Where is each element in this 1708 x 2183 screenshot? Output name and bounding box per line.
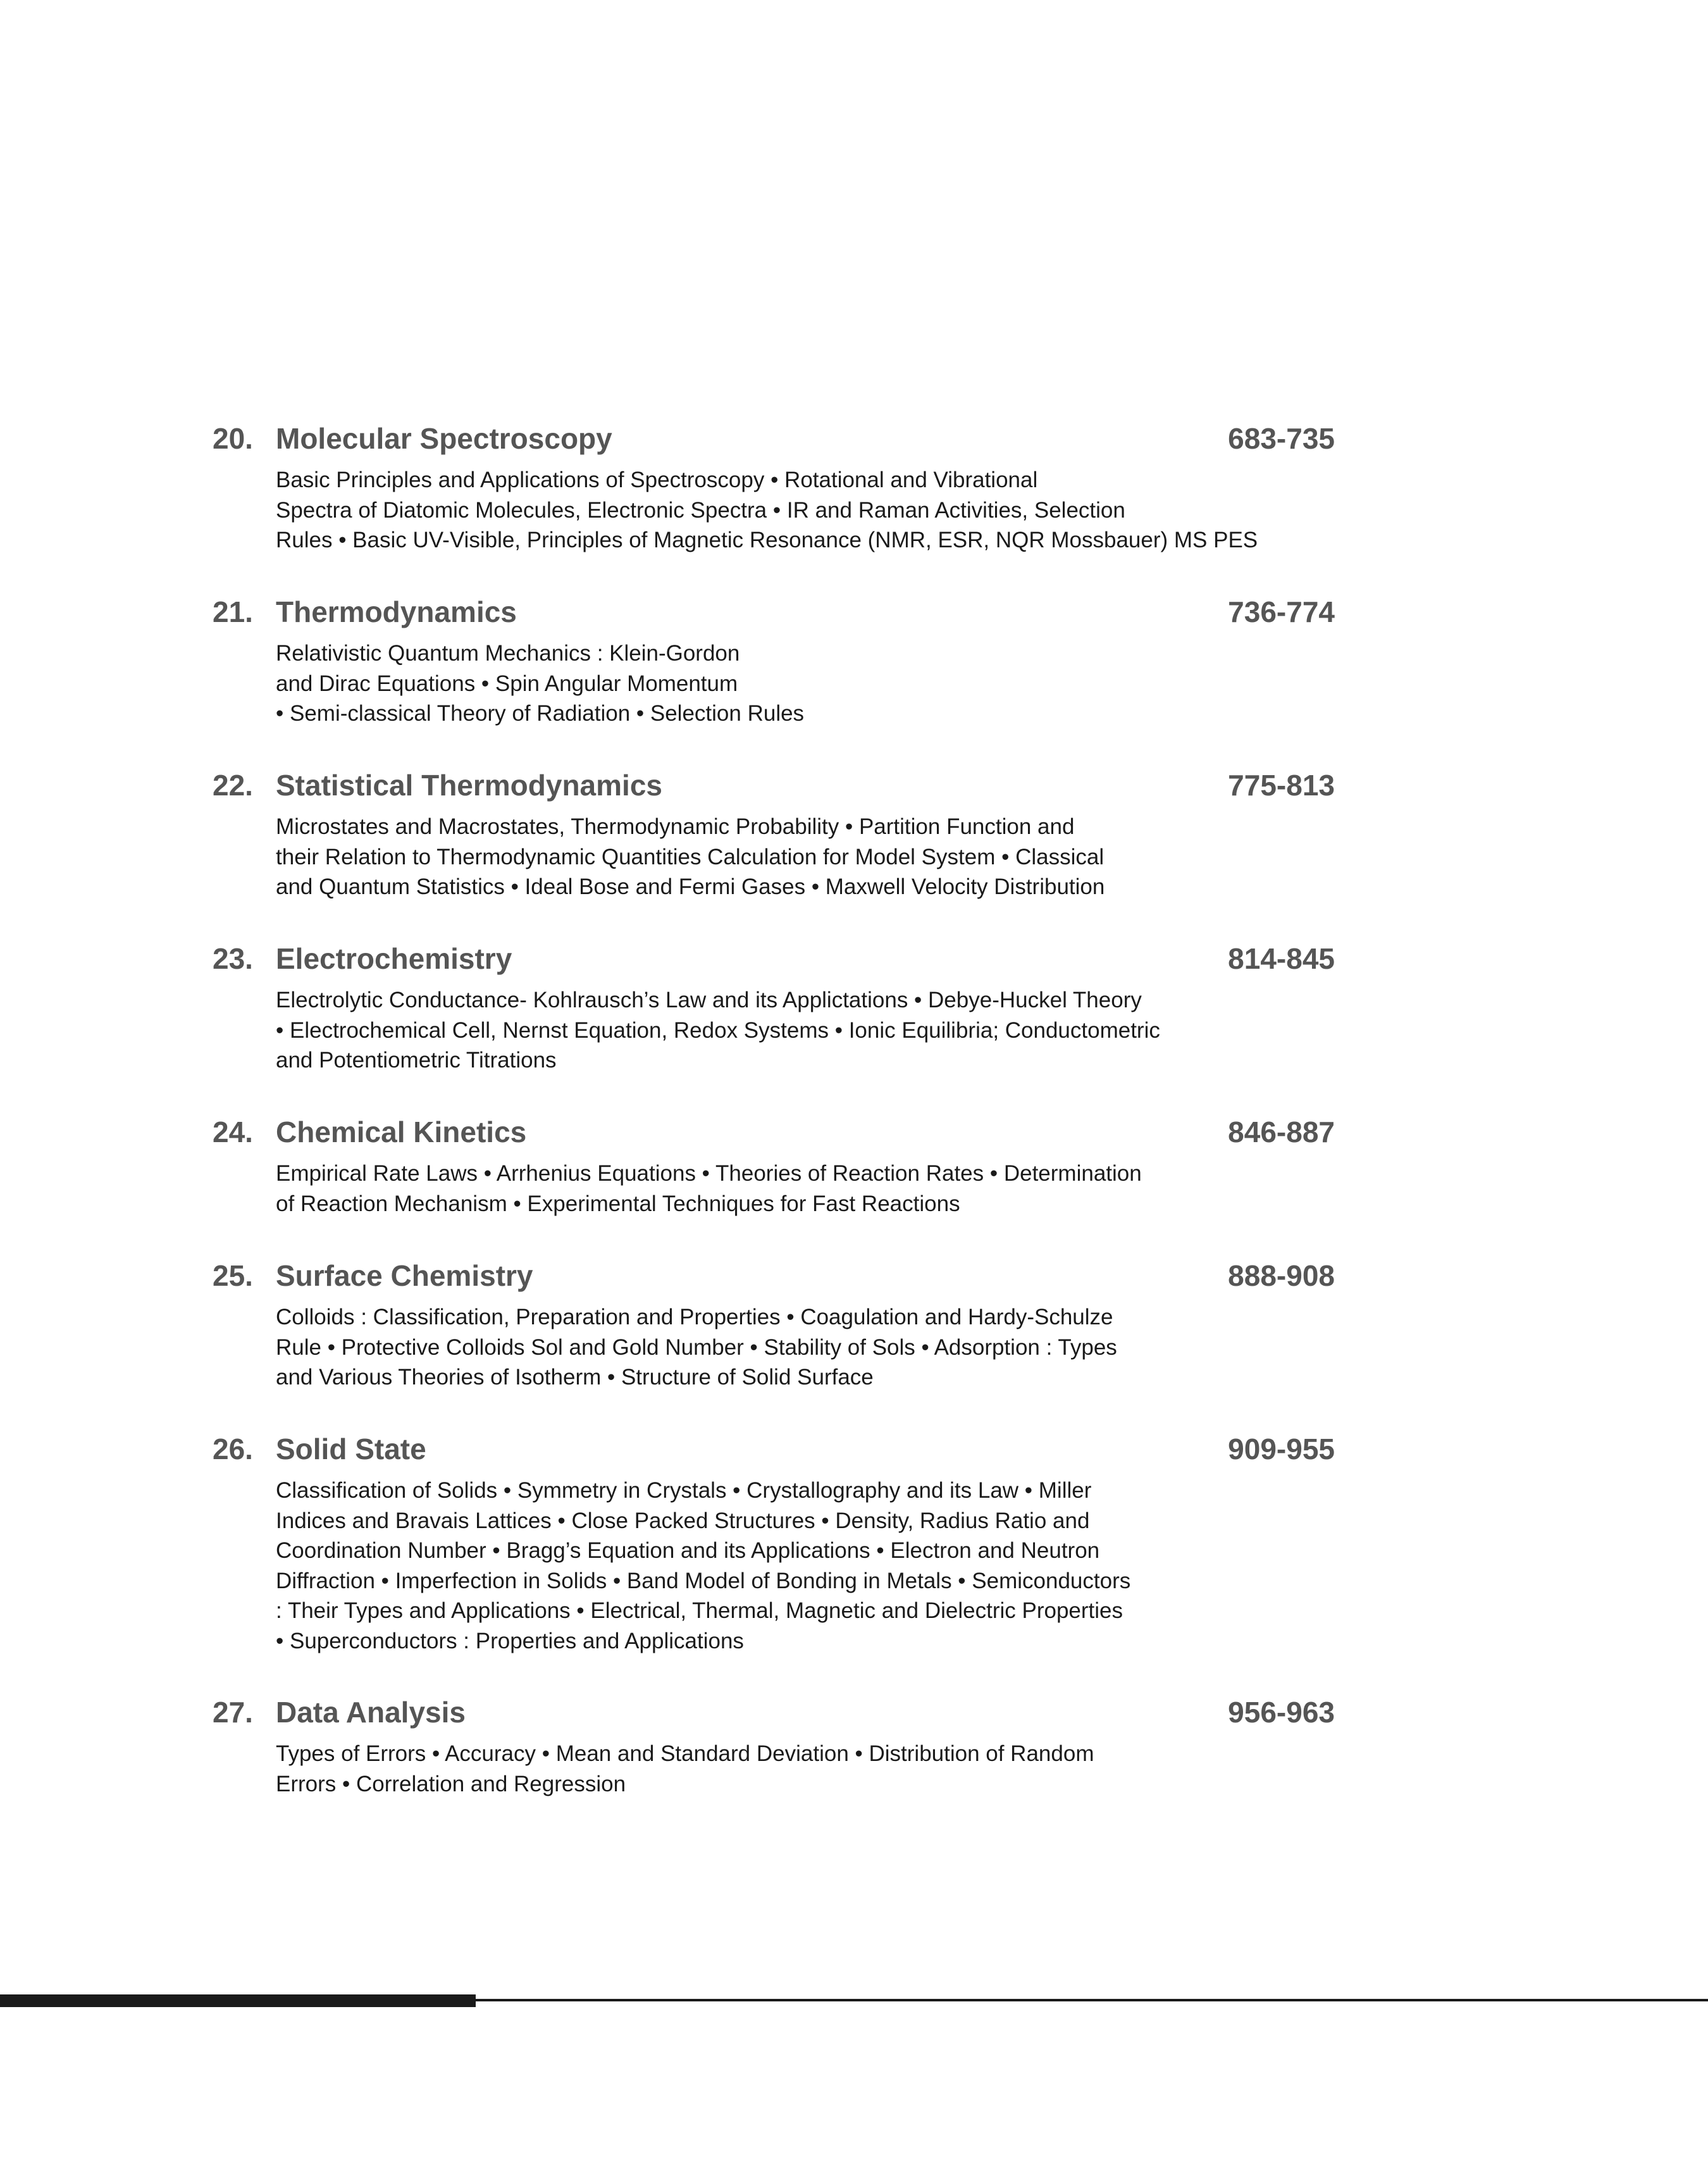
chapter-description xyxy=(276,812,1263,902)
chapter-title: Molecular Spectroscopy xyxy=(276,422,612,455)
chapter-description xyxy=(276,1739,1263,1799)
chapter-title: Thermodynamics xyxy=(276,595,517,628)
chapter-pages: 683-735 xyxy=(1228,422,1335,455)
description-line: and Various Theories of Isotherm • Structure of Solid Surface xyxy=(276,1365,874,1390)
description-line: Colloids : Classification, Preparation and Properties • Coagulation and Hardy-Schulze xyxy=(276,1305,1113,1329)
chapter-pages: 814-845 xyxy=(1228,942,1335,975)
chapter-pages: 956-963 xyxy=(1228,1696,1335,1729)
description-line: Electrolytic Conductance- Kohlrausch’s Law and its Applictations • Debye-Huckel Theory xyxy=(276,988,1142,1012)
chapter-title: Surface Chemistry xyxy=(276,1259,533,1292)
chapter-number: 23. xyxy=(213,942,253,975)
description-line: Empirical Rate Laws • Arrhenius Equations • Theories of Reaction Rates • Determination xyxy=(276,1161,1142,1186)
chapter-description xyxy=(276,465,1263,556)
chapter-number: 20. xyxy=(213,422,253,455)
description-line: and Quantum Statistics • Ideal Bose and Fermi Gases • Maxwell Velocity Distribution xyxy=(276,874,1105,899)
description-line: their Relation to Thermodynamic Quantities Calculation for Model System • Classical xyxy=(276,844,1105,869)
chapter-description xyxy=(276,638,1263,729)
description-line: • Superconductors : Properties and Applications xyxy=(276,1628,744,1653)
description-line: Indices and Bravais Lattices • Close Packed Structures • Density, Radius Ratio and xyxy=(276,1508,1090,1533)
description-line: Spectra of Diatomic Molecules, Electronic Spectra • IR and Raman Activities, Selection xyxy=(276,497,1125,523)
chapter-number: 27. xyxy=(213,1696,253,1729)
chapter-title: Solid State xyxy=(276,1433,426,1465)
description-line: Coordination Number • Bragg’s Equation and its Applications • Electron and Neutron xyxy=(276,1538,1100,1563)
chapter-number: 24. xyxy=(213,1116,253,1148)
chapter-description xyxy=(276,1159,1263,1219)
chapter-title: Statistical Thermodynamics xyxy=(276,769,662,802)
description-line: Errors • Correlation and Regression xyxy=(276,1771,626,1796)
chapter-title: Data Analysis xyxy=(276,1696,466,1729)
description-line: Rule • Protective Colloids Sol and Gold Number • Stability of Sols • Adsorption : Types xyxy=(276,1334,1117,1360)
description-line: Relativistic Quantum Mechanics : Klein-Gordon xyxy=(276,641,740,666)
chapter-description xyxy=(276,985,1263,1076)
chapter-title: Electrochemistry xyxy=(276,942,512,975)
footer-rule-thin xyxy=(476,1999,1708,2001)
description-line: Rules • Basic UV-Visible, Principles of Magnetic Resonance (NMR, ESR, NQR Mossbauer) MS PES xyxy=(276,528,1258,552)
chapter-pages: 736-774 xyxy=(1228,595,1335,628)
chapter-title: Chemical Kinetics xyxy=(276,1116,527,1148)
description-line: Basic Principles and Applications of Spectroscopy • Rotational and Vibrational xyxy=(276,468,1038,492)
chapter-number: 26. xyxy=(213,1433,253,1465)
chapter-description xyxy=(276,1302,1263,1393)
footer-rule-thick xyxy=(0,1994,476,2007)
description-line: • Semi-classical Theory of Radiation • Selection Rules xyxy=(276,701,805,726)
chapter-number: 25. xyxy=(213,1259,253,1292)
chapter-description xyxy=(276,1476,1263,1656)
chapter-pages: 775-813 xyxy=(1228,769,1335,802)
description-line: and Potentiometric Titrations xyxy=(276,1048,557,1073)
description-line: • Electrochemical Cell, Nernst Equation, Redox Systems • Ionic Equilibria; Conductometric xyxy=(276,1017,1160,1043)
chapter-pages: 846-887 xyxy=(1228,1116,1335,1148)
chapter-number: 21. xyxy=(213,595,253,628)
description-line: Types of Errors • Accuracy • Mean and Standard Deviation • Distribution of Random xyxy=(276,1741,1094,1766)
description-line: of Reaction Mechanism • Experimental Techniques for Fast Reactions xyxy=(276,1191,960,1216)
description-line: Classification of Solids • Symmetry in Crystals • Crystallography and its Law • Miller xyxy=(276,1478,1092,1503)
description-line: : Their Types and Applications • Electrical, Thermal, Magnetic and Dielectric Properties xyxy=(276,1598,1123,1623)
chapter-pages: 909-955 xyxy=(1228,1433,1335,1465)
chapter-pages: 888-908 xyxy=(1228,1259,1335,1292)
description-line: Microstates and Macrostates, Thermodynamic Probability • Partition Function and xyxy=(276,814,1075,839)
chapter-number: 22. xyxy=(213,769,253,802)
description-line: and Dirac Equations • Spin Angular Momentum xyxy=(276,671,738,696)
description-line: Diffraction • Imperfection in Solids • Band Model of Bonding in Metals • Semiconductors xyxy=(276,1568,1131,1593)
